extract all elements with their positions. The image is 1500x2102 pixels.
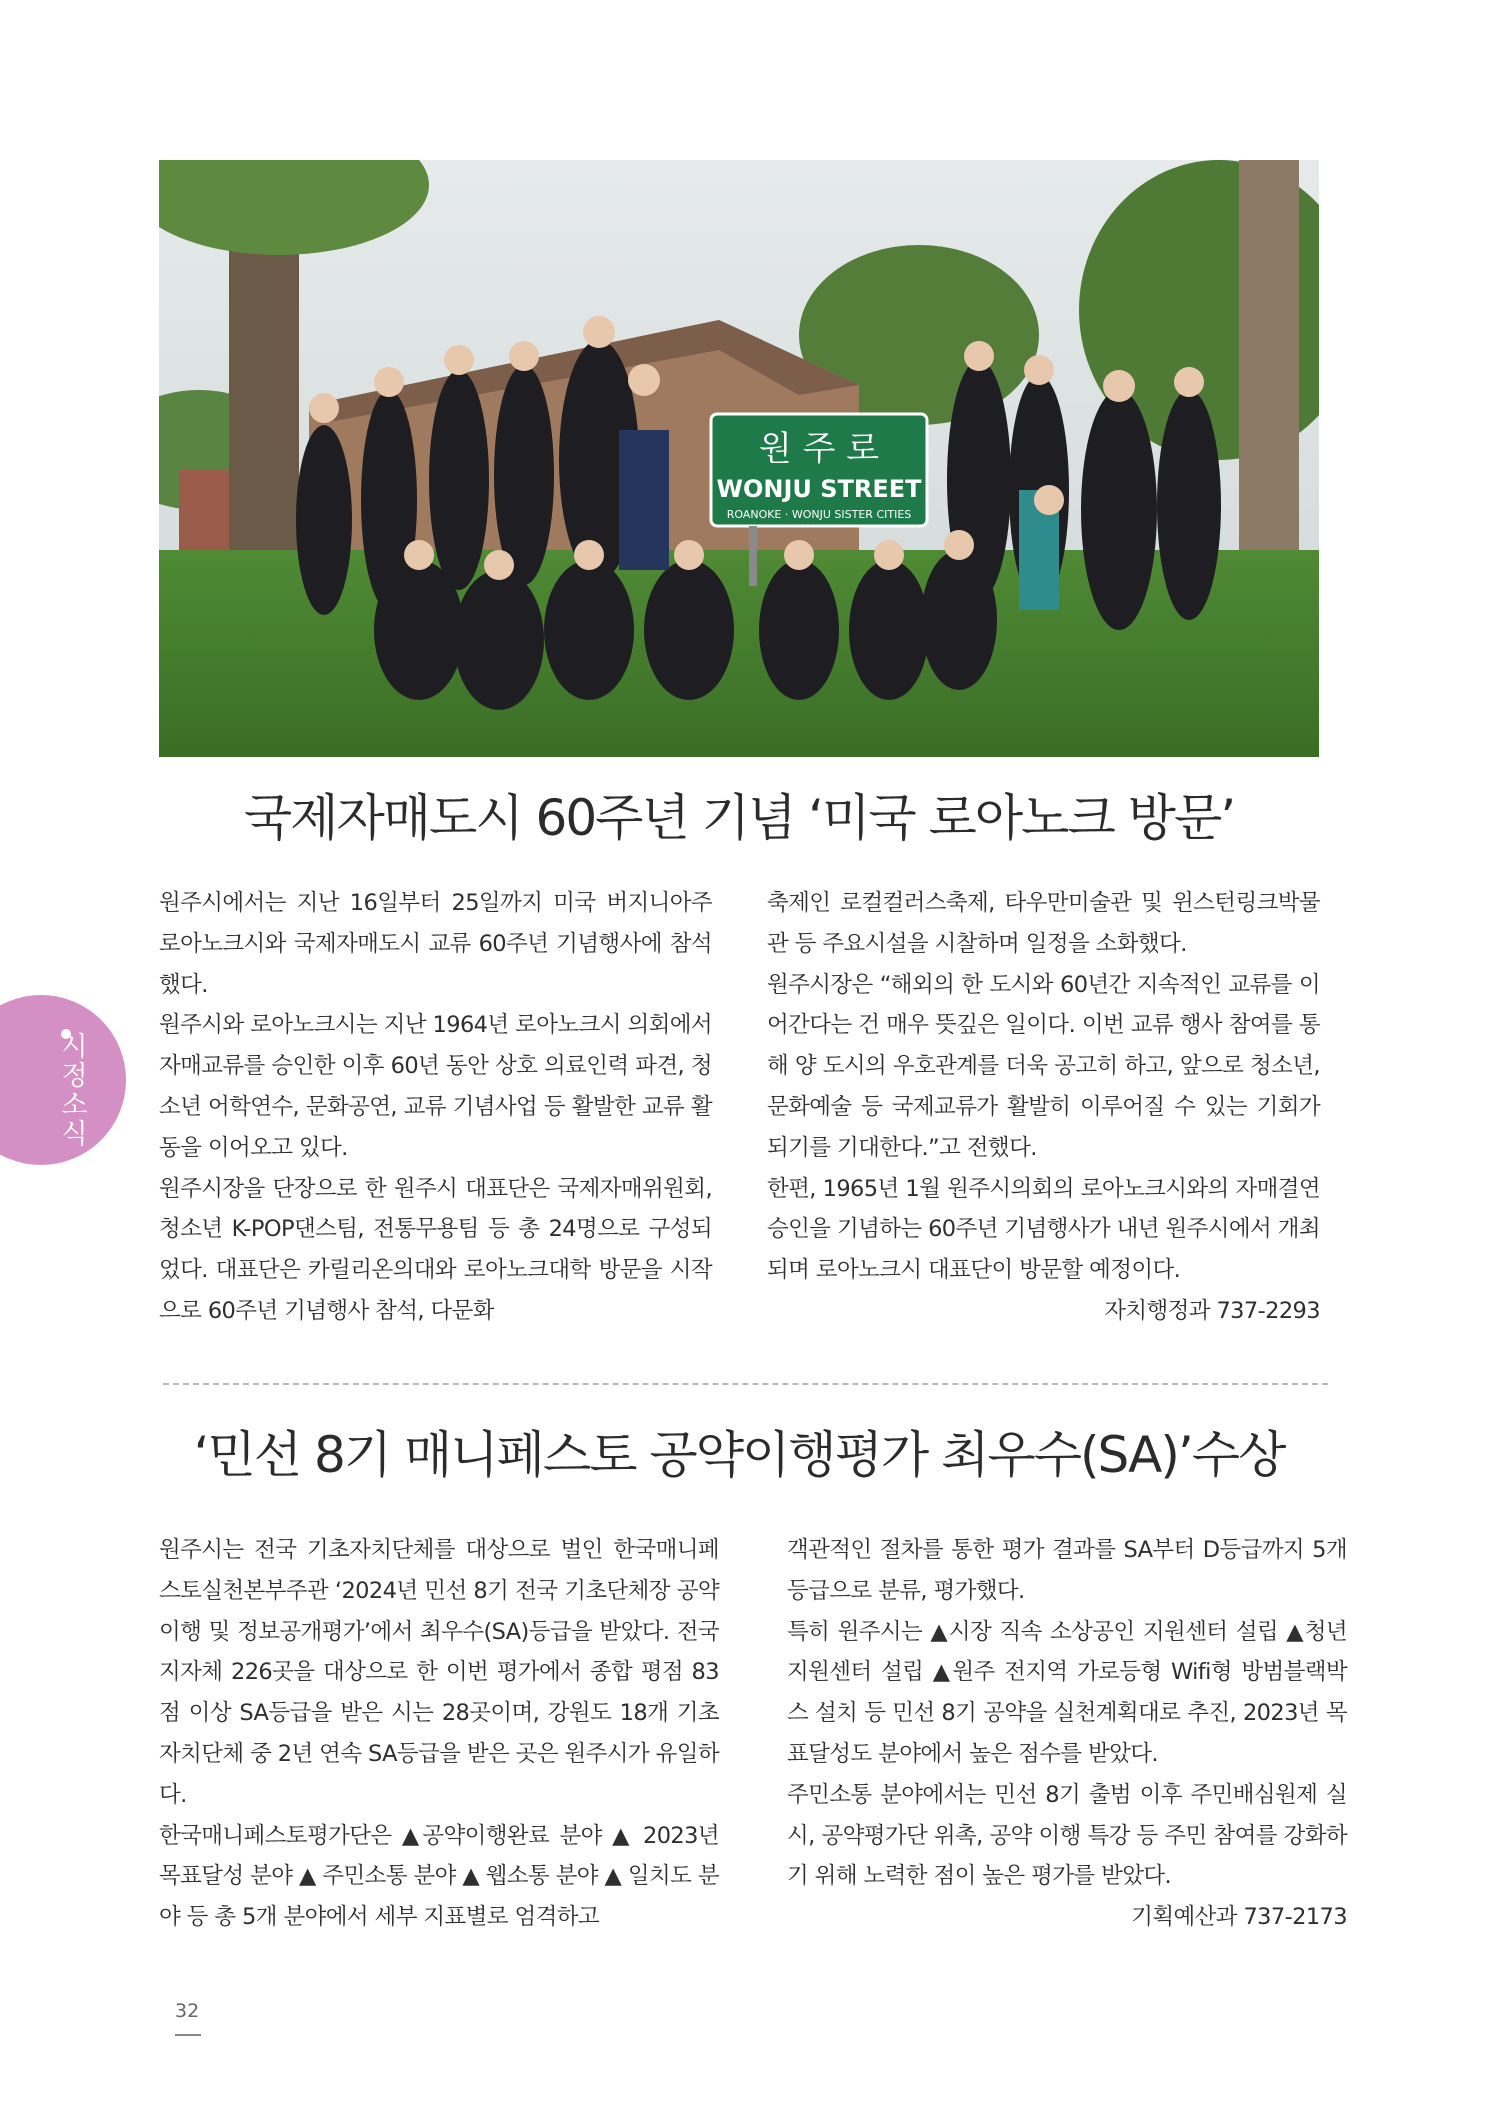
sign-korean: 원 주 로 bbox=[758, 429, 880, 469]
group-photo bbox=[159, 160, 1319, 757]
article2-column-left bbox=[159, 1530, 719, 1938]
article2-paragraph: 한국매니페스토평가단은 ▲공약이행완료 분야 ▲ 2023년 목표달성 분야 ▲ 주민소통 분야 ▲ 웹소통 분야 ▲ 일치도 분야 등 총 5개 분야에서 세부 지표별로 엄격하고 bbox=[159, 1822, 719, 1931]
page-number: 32 bbox=[175, 2000, 200, 2022]
section-tab-label: 시정소식 bbox=[56, 1032, 87, 1148]
article2-contact: 기획예산과 737-2173 bbox=[1131, 1904, 1347, 1931]
article2-paragraph: 원주시는 전국 기초자치단체를 대상으로 벌인 한국매니페스토실천본부주관 ‘2024년 민선 8기 전국 기초단체장 공약이행 및 정보공개평가’에서 최우수(SA)등급을 받았다. 전국 지자체 226곳을 대상으로 한 이번 평가에서 종합 평점 83점 이상 SA등급을 받은 시는 28곳이며, 강원도 18개 기초자치단체 중 2년 연속 SA등급을 받은 곳은 원주시가 유일하다. bbox=[159, 1537, 719, 1808]
article1-column-right bbox=[767, 883, 1320, 1332]
article1-column-left bbox=[159, 883, 712, 1332]
article1-title: 국제자매도시 60주년 기념 ‘미국 로아노크 방문’ bbox=[243, 789, 1235, 847]
group-photo-illustration bbox=[159, 160, 1319, 757]
article1-paragraph: 축제인 로컬컬러스축제, 타우만미술관 및 윈스턴링크박물관 등 주요시설을 시찰하며 일정을 소화했다. bbox=[767, 890, 1320, 957]
article2-paragraph: 객관적인 절차를 통한 평가 결과를 SA부터 D등급까지 5개 등급으로 분류, 평가했다. bbox=[787, 1537, 1347, 1604]
section-divider bbox=[163, 1383, 1328, 1385]
article1-paragraph: 원주시장은 “해외의 한 도시와 60년간 지속적인 교류를 이어간다는 건 매우 뜻깊은 일이다. 이번 교류 행사 참여를 통해 양 도시의 우호관계를 더욱 공고히 하고, 앞으로 청소년, 문화예술 등 국제교류가 활발히 이루어질 수 있는 기회가 되기를 기대한다.”고 전했다. bbox=[767, 971, 1320, 1161]
page-number-underline bbox=[175, 2034, 201, 2036]
article1-paragraph: 한편, 1965년 1월 원주시의회의 로아노크시와의 자매결연 승인을 기념하는 60주년 기념행사가 내년 원주시에서 개최되며 로아노크시 대표단이 방문할 예정이다. bbox=[767, 1175, 1320, 1284]
article2-column-right bbox=[787, 1530, 1347, 1938]
article2-paragraph: 주민소통 분야에서는 민선 8기 출범 이후 주민배심원제 실시, 공약평가단 위촉, 공약 이행 특강 등 주민 참여를 강화하기 위해 노력한 점이 높은 평가를 받았다. bbox=[787, 1781, 1347, 1890]
article1-contact: 자치행정과 737-2293 bbox=[1104, 1297, 1320, 1324]
article1-paragraph: 원주시에서는 지난 16일부터 25일까지 미국 버지니아주 로아노크시와 국제자매도시 교류 60주년 기념행사에 참석했다. bbox=[159, 890, 712, 998]
article2-paragraph: 특히 원주시는 ▲시장 직속 소상공인 지원센터 설립 ▲청년지원센터 설립 ▲원주 전지역 가로등형 Wifi형 방범블랙박스 설치 등 민선 8기 공약을 실천계획대로 추진, 2023년 목표달성도 분야에서 높은 점수를 받았다. bbox=[787, 1618, 1347, 1767]
article1-paragraph: 원주시와 로아노크시는 지난 1964년 로아노크시 의회에서 자매교류를 승인한 이후 60년 동안 상호 의료인력 파견, 청소년 어학연수, 문화공연, 교류 기념사업 등 활발한 교류 활동을 이어오고 있다. bbox=[159, 1012, 712, 1161]
sign-english: WONJU STREET bbox=[716, 475, 922, 503]
article1-paragraph: 원주시장을 단장으로 한 원주시 대표단은 국제자매위원회, 청소년 K-POP댄스팀, 전통무용팀 등 총 24명으로 구성되었다. 대표단은 카릴리온의대와 로아노크대학 방문을 시작으로 60주년 기념행사 참석, 다문화 bbox=[159, 1175, 712, 1324]
sign-sub: ROANOKE · WONJU SISTER CITIES bbox=[726, 508, 912, 521]
article2-title: ‘민선 8기 매니페스토 공약이행평가 최우수(SA)’수상 bbox=[193, 1426, 1285, 1484]
